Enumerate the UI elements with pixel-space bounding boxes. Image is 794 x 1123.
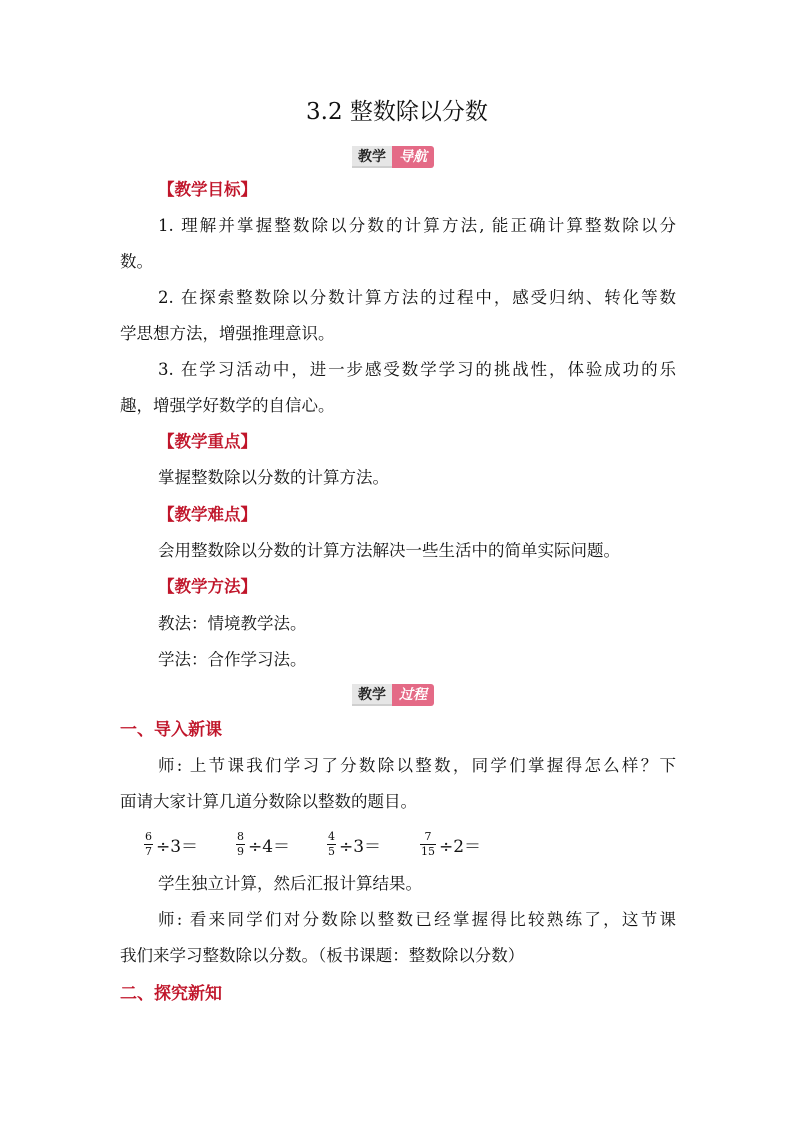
section-1-paragraph-3-line-1: 师: 看来同学们对分数除以整数已经掌握得比较熟练了，这节课 [158,910,676,929]
objective-2-line-2: 学思想方法，增强推理意识。 [120,324,335,343]
page-title: 3.2 整数除以分数 [306,99,488,125]
section-2-heading: 二、探究新知 [120,984,222,1004]
numerator: 8 [237,829,244,843]
badge-left-label: 教学 [352,684,392,706]
teaching-guide-badge [352,146,434,168]
numerator: 7 [424,829,432,843]
objective-3-line-2: 趣，增强学好数学的自信心。 [120,396,335,415]
section-1-paragraph-2: 学生独立计算，然后汇报计算结果。 [158,874,422,893]
key-point-text: 掌握整数除以分数的计算方法。 [158,468,389,487]
operation: ÷2＝ [439,836,482,857]
learning-method-text: 学法：合作学习法。 [158,650,307,669]
denominator: 5 [328,844,335,858]
exercise-1 [144,826,198,862]
teaching-method-text: 教法：情境教学法。 [158,614,307,633]
objective-2-line-1: 2. 在探索整数除以分数计算方法的过程中，感受归纳、转化等数 [158,288,676,307]
fraction [327,831,336,858]
denominator: 15 [421,844,435,858]
exercise-4 [420,826,481,862]
exercise-row [0,826,794,866]
objective-3-line-1: 3. 在学习活动中，进一步感受数学学习的挑战性，体验成功的乐 [158,360,676,379]
fraction [144,831,153,858]
badge-right-label: 过程 [392,684,434,706]
section-1-paragraph-3-line-2: 我们来学习整数除以分数。（板书课题：整数除以分数） [120,946,525,965]
operation: ÷4＝ [248,836,291,857]
difficulty-text: 会用整数除以分数的计算方法解决一些生活中的简单实际问题。 [158,541,620,560]
objective-1-line-1: 1. 理解并掌握整数除以分数的计算方法, 能正确计算整数除以分 [158,216,676,235]
operation: ÷3＝ [156,836,199,857]
denominator: 9 [237,844,244,858]
section-1-paragraph-1-line-2: 面请大家计算几道分数除以整数的题目。 [120,792,417,811]
badge-right-label: 导航 [392,146,434,168]
objectives-heading: 【教学目标】 [158,180,257,199]
badge-left-label: 教学 [352,146,392,168]
key-point-heading: 【教学重点】 [158,432,257,451]
operation: ÷3＝ [339,836,382,857]
objective-1-line-2: 数。 [120,252,153,271]
numerator: 6 [145,829,152,843]
method-heading: 【教学方法】 [158,577,257,596]
section-1-paragraph-1-line-1: 师: 上节课我们学习了分数除以整数，同学们掌握得怎么样？下 [158,756,676,775]
fraction [236,831,245,858]
difficulty-heading: 【教学难点】 [158,505,257,524]
exercise-3 [327,826,381,862]
teaching-process-badge [352,684,434,706]
exercise-2 [236,826,290,862]
denominator: 7 [145,844,152,858]
fraction [420,831,436,858]
section-1-heading: 一、导入新课 [120,720,222,740]
numerator: 4 [328,829,335,843]
